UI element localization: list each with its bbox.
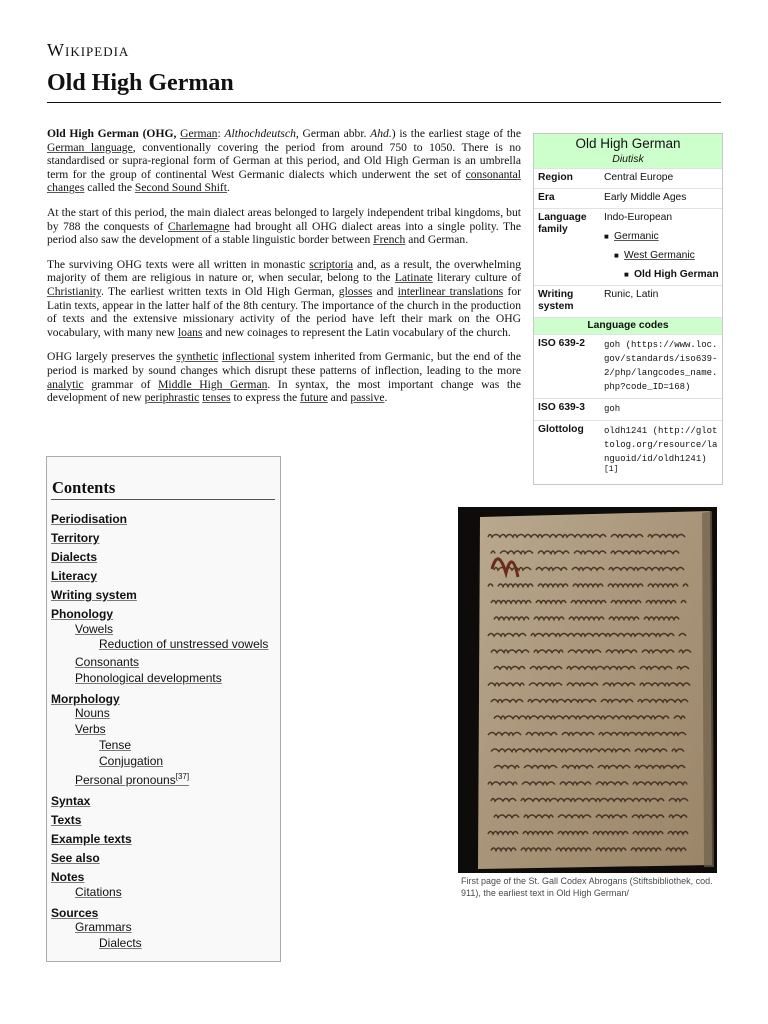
toc-item-label[interactable]: Syntax [51, 794, 91, 808]
infobox-row-iso3 [534, 398, 722, 420]
region-label: Region [538, 172, 573, 183]
toc-item-label[interactable]: Phonology [51, 607, 113, 621]
toc-item[interactable] [75, 622, 113, 636]
text-fragment: and, as a result, the overwhelming majority of them are religious in nature or, when secular, belong to the [47, 257, 521, 285]
link-tenses[interactable]: tenses [202, 391, 231, 405]
paragraph-texts [47, 258, 521, 340]
link-periphrastic[interactable]: periphrastic [144, 391, 200, 405]
toc-item[interactable] [51, 794, 90, 808]
text-fragment: and new coinages to represent the Latin vocabulary of the church. [202, 325, 511, 339]
toc-item[interactable] [51, 531, 99, 545]
link-consonantal-changes[interactable]: consonantal changes [47, 167, 521, 195]
toc-item-label[interactable]: Periodisation [51, 512, 128, 526]
text-fragment: for Latin texts, appear in the latter half of the 8th century. The importance of the church in the production of texts and the extensive missionary activity of the period have left their mark on the OHG vocabulary, with many new [47, 284, 521, 339]
link-middle-high-german[interactable]: Middle High German [158, 377, 268, 391]
family-tree [604, 231, 719, 281]
text-fragment: to express the [230, 391, 301, 405]
paragraph-intro [47, 127, 521, 195]
toc-item[interactable] [99, 754, 163, 768]
text-fragment: system inherited from Germanic, but the end of the period is marked by sound changes which disrupt these patterns of inflection, leading to the more [47, 350, 521, 377]
language-infobox [533, 133, 723, 485]
toc-item-label[interactable]: Personal pronouns [75, 773, 176, 787]
toc-item[interactable] [51, 588, 137, 602]
toc-item-label[interactable]: Conjugation [99, 754, 164, 768]
toc-item-label[interactable]: Consonants [75, 655, 140, 669]
toc-item[interactable] [51, 692, 120, 706]
link-passive[interactable]: passive [350, 391, 385, 405]
link-analytic[interactable]: analytic [47, 377, 84, 391]
link-christianity[interactable]: Christianity [47, 284, 101, 298]
text-fragment: . The earliest written texts in Old High German, [101, 284, 339, 298]
iso3-label[interactable]: ISO 639-3 [538, 402, 585, 413]
text-fragment: . [227, 181, 230, 195]
glottolog-code[interactable]: oldh1241 (http://glottolog.org/resource/languoid/id/oldh1241) [604, 426, 718, 464]
infobox-row-writing [534, 285, 722, 317]
manuscript-page-illustration [458, 507, 717, 873]
era-value: Early Middle Ages [604, 192, 687, 203]
toc-item[interactable] [51, 512, 127, 526]
link-second-sound-shift[interactable]: Second Sound Shift [134, 181, 228, 195]
bullet-icon: ■ [624, 270, 629, 279]
link-inflectional[interactable]: inflectional [221, 350, 275, 364]
infobox-title: Old High German [575, 136, 681, 151]
glottolog-label[interactable]: Glottolog [538, 424, 584, 435]
toc-item[interactable] [75, 885, 122, 899]
era-label: Era [538, 192, 555, 203]
toc-item-label[interactable]: Nouns [75, 706, 110, 720]
infobox-row-era [534, 188, 722, 208]
toc-item[interactable] [51, 851, 100, 865]
image-caption: First page of the St. Gall Codex Abrogans (Stiftsbibliothek, cod. 911), the earliest text in Old High German/ [461, 876, 713, 898]
manuscript-image[interactable] [458, 507, 717, 873]
toc-item-label[interactable]: Morphology [51, 692, 120, 706]
infobox-row-glottolog [534, 420, 722, 484]
family-root: Indo-European [604, 212, 673, 223]
wikipedia-logo[interactable]: Wikipedia [47, 40, 130, 60]
toc-item-label[interactable]: Tense [99, 738, 132, 752]
page-title: Old High German [47, 70, 234, 96]
toc-item[interactable] [99, 936, 142, 950]
toc-item-label[interactable]: Citations [75, 885, 122, 899]
text-fragment: had brought all OHG dialect areas into a single polity. The period also saw the development of a stable linguistic border between [47, 219, 521, 247]
link-germanic[interactable]: Germanic [614, 231, 659, 242]
native-name: Althochdeutsch [224, 127, 296, 140]
toc-item[interactable] [51, 569, 97, 583]
text-fragment: grammar of [83, 377, 159, 391]
link-future[interactable]: future [300, 391, 328, 405]
text-fragment: At the start of this period, the main dialect areas belonged to largely independent tribal kingdoms, but by 788 the conquests of [47, 205, 521, 233]
link-german-language[interactable]: German language [47, 140, 133, 154]
reference-marker[interactable]: [37] [175, 772, 190, 781]
writing-label: Writing system [538, 289, 574, 312]
text-fragment: and [372, 284, 398, 298]
link-loans[interactable]: loans [177, 325, 203, 339]
toc-item-label[interactable]: Example texts [51, 832, 132, 846]
toc-item-label[interactable]: Writing system [51, 588, 137, 602]
infobox-header [534, 134, 722, 168]
text-fragment: and German. [405, 233, 469, 247]
paragraph-grammar [47, 350, 521, 404]
text-fragment: : [217, 127, 225, 140]
glottolog-value[interactable] [600, 424, 719, 480]
toc-item[interactable] [75, 706, 110, 720]
link-charlemagne[interactable]: Charlemagne [167, 219, 230, 233]
bullet-icon: ■ [614, 251, 619, 260]
link-german[interactable]: German [180, 127, 218, 140]
link-scriptoria[interactable]: scriptoria [309, 257, 354, 271]
iso3-value[interactable]: goh [604, 404, 621, 414]
iso2-label[interactable]: ISO 639-2 [538, 338, 585, 349]
toc-item-label[interactable]: Dialects [51, 550, 98, 564]
text-fragment: ) is the earliest stage of the [391, 127, 521, 140]
text-fragment: . In syntax, the most important change was the development of new [47, 377, 521, 405]
text-fragment: . [384, 391, 388, 405]
text-fragment: and [327, 391, 351, 405]
toc-item-label[interactable]: Vowels [75, 622, 114, 636]
toc-item[interactable] [51, 813, 81, 827]
article-body [47, 127, 521, 416]
region-value: Central Europe [604, 172, 674, 183]
toc-item-label[interactable]: Phonological developments [75, 671, 222, 685]
title-divider [47, 102, 721, 103]
paragraph-period [47, 206, 521, 247]
toc-item-label[interactable]: Verbs [75, 722, 106, 736]
iso2-value[interactable]: goh (https://www.loc.gov/standards/iso639-2/php/langcodes_name.php?code_ID=168) [604, 340, 718, 392]
toc-item-label[interactable]: Texts [51, 813, 82, 827]
text-fragment: , conventionally covering the period from around 750 to 1050. There is no standardised or supra-regional form of German at this period, and Old High German is an umbrella term for the group of continental West Germanic dialects which underwent the set of [47, 140, 521, 181]
infobox-row-iso2 [534, 334, 722, 398]
family-label: Language family [538, 212, 587, 235]
toc-item-label[interactable]: Reduction of unstressed vowels [99, 637, 269, 651]
toc-item-label[interactable]: Grammars [75, 920, 132, 934]
toc-title: Contents [52, 478, 116, 497]
infobox-row-family [534, 208, 722, 285]
link-latinate[interactable]: Latinate [394, 271, 433, 285]
link-interlinear-translations[interactable]: interlinear translations [397, 284, 504, 298]
family-branch [624, 269, 719, 281]
bullet-icon: ■ [604, 232, 609, 241]
toc-item-label[interactable]: Dialects [99, 936, 142, 950]
toc-item[interactable] [51, 870, 84, 884]
toc-item[interactable] [75, 722, 106, 736]
toc-item[interactable] [51, 607, 113, 621]
toc-item[interactable] [75, 773, 189, 787]
text-fragment: , German abbr. [295, 127, 371, 140]
toc-divider [51, 499, 275, 500]
toc-item-label[interactable]: Territory [51, 531, 100, 545]
text-fragment: OHG largely preserves the [47, 350, 177, 364]
toc-item[interactable] [51, 832, 132, 846]
link-synthetic[interactable]: synthetic [176, 350, 219, 364]
writing-value: Runic, Latin [604, 289, 659, 300]
text-fragment: The surviving OHG texts were all written in monastic [47, 257, 310, 271]
language-codes-header: Language codes [534, 317, 722, 334]
text-fragment: called the [84, 181, 135, 195]
link-french[interactable]: French [373, 233, 406, 247]
toc-item[interactable] [51, 906, 98, 920]
text-fragment: literary culture of [432, 271, 522, 285]
toc-item[interactable] [99, 738, 131, 752]
abbreviation: Ahd. [370, 127, 392, 140]
toc-item[interactable] [99, 637, 268, 651]
toc-item-label[interactable]: Notes [51, 870, 85, 884]
toc-item[interactable] [75, 671, 222, 685]
toc-item-label[interactable]: Sources [51, 906, 99, 920]
family-current: Old High German [634, 269, 719, 280]
toc-item-label[interactable]: See also [51, 851, 100, 865]
link-west-germanic[interactable]: West Germanic [624, 250, 695, 261]
toc-item[interactable] [75, 655, 139, 669]
toc-item-label[interactable]: Literacy [51, 569, 98, 583]
lead-term: Old High German (OHG, [47, 127, 181, 140]
toc-item[interactable] [51, 550, 97, 564]
table-of-contents [46, 456, 281, 962]
family-branch [614, 250, 719, 262]
infobox-native-name: Diutisk [612, 153, 644, 165]
link-glosses[interactable]: glosses [338, 284, 373, 298]
family-value [600, 212, 719, 281]
infobox-row-region [534, 168, 722, 188]
family-branch [604, 231, 719, 243]
toc-item[interactable] [75, 920, 132, 934]
reference-marker[interactable]: [1] [604, 465, 619, 474]
